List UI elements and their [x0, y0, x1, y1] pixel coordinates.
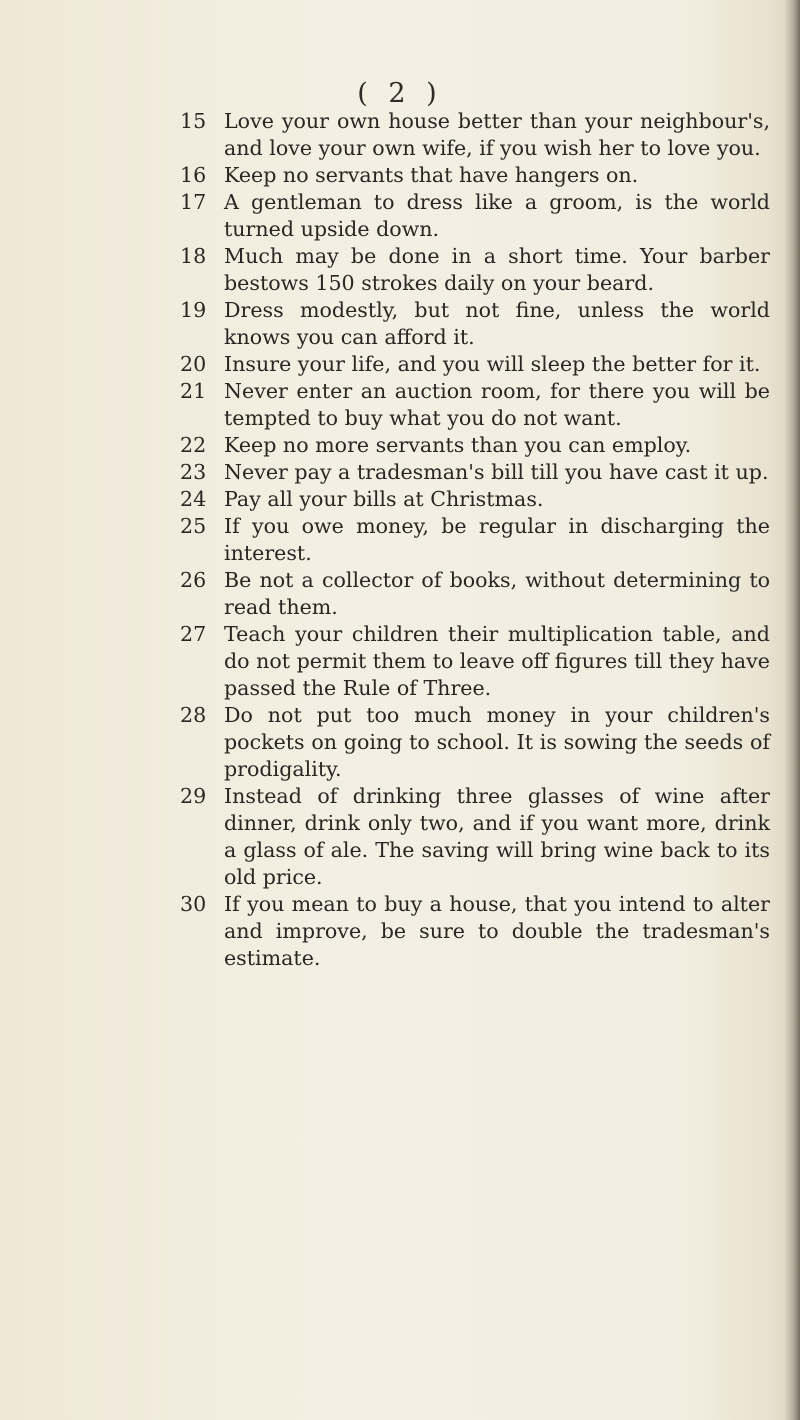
- item-text: Keep no servants that have hangers on.: [224, 163, 639, 187]
- list-item: [0, 702, 800, 783]
- item-text: If you mean to buy a house, that you intend to alter and improve, be sure to double the tradesman's estimate.: [224, 892, 770, 970]
- list-item: [0, 297, 800, 351]
- item-text: Much may be done in a short time. Your barber bestows 150 strokes daily on your beard.: [224, 244, 770, 295]
- item-text: Do not put too much money in your children's pockets on going to school. It is sowing the seeds of prodigality.: [224, 703, 770, 781]
- list-item: [0, 891, 800, 972]
- item-text: Be not a collector of books, without determining to read them.: [224, 568, 770, 619]
- item-number: 15: [180, 109, 207, 133]
- item-number: 28: [180, 703, 207, 727]
- item-number: 16: [180, 163, 207, 187]
- list-item: [0, 243, 800, 297]
- list-item: [0, 378, 800, 432]
- list-item: [0, 486, 800, 513]
- item-text: Keep no more servants than you can employ.: [224, 433, 692, 457]
- item-number: 27: [180, 622, 207, 646]
- list-item: [0, 513, 800, 567]
- item-number: 22: [180, 433, 207, 457]
- item-number: 18: [180, 244, 207, 268]
- item-text: Instead of drinking three glasses of wine after dinner, drink only two, and if you want more, drink a glass of ale. The saving will bring wine back to its old price.: [224, 784, 770, 889]
- list-item: [0, 432, 800, 459]
- list-item: [0, 621, 800, 702]
- list-item: [0, 351, 800, 378]
- list-item: [0, 162, 800, 189]
- item-number: 24: [180, 487, 207, 511]
- item-text: A gentleman to dress like a groom, is the world turned upside down.: [224, 190, 770, 241]
- maxims-list: [0, 108, 800, 972]
- item-text: Love your own house better than your neighbour's, and love your own wife, if you wish her to love you.: [224, 109, 770, 160]
- list-item: [0, 108, 800, 162]
- item-text: Insure your life, and you will sleep the better for it.: [224, 352, 761, 376]
- item-number: 19: [180, 298, 207, 322]
- item-text: Never enter an auction room, for there you will be tempted to buy what you do not want.: [224, 379, 770, 430]
- item-number: 25: [180, 514, 207, 538]
- item-text: Never pay a tradesman's bill till you have cast it up.: [224, 460, 769, 484]
- item-number: 30: [180, 892, 207, 916]
- list-item: [0, 783, 800, 891]
- item-number: 29: [180, 784, 207, 808]
- item-number: 23: [180, 460, 207, 484]
- page-number: ( 2 ): [357, 78, 443, 109]
- item-number: 20: [180, 352, 207, 376]
- list-item: [0, 459, 800, 486]
- item-number: 21: [180, 379, 207, 403]
- list-item: [0, 567, 800, 621]
- item-text: Dress modestly, but not fine, unless the world knows you can afford it.: [224, 298, 770, 349]
- item-text: Pay all your bills at Christmas.: [224, 487, 544, 511]
- item-text: If you owe money, be regular in discharging the interest.: [224, 514, 770, 565]
- item-number: 26: [180, 568, 207, 592]
- item-number: 17: [180, 190, 207, 214]
- list-item: [0, 189, 800, 243]
- item-text: Teach your children their multiplication table, and do not permit them to leave off figures till they have passed the Rule of Three.: [224, 622, 770, 700]
